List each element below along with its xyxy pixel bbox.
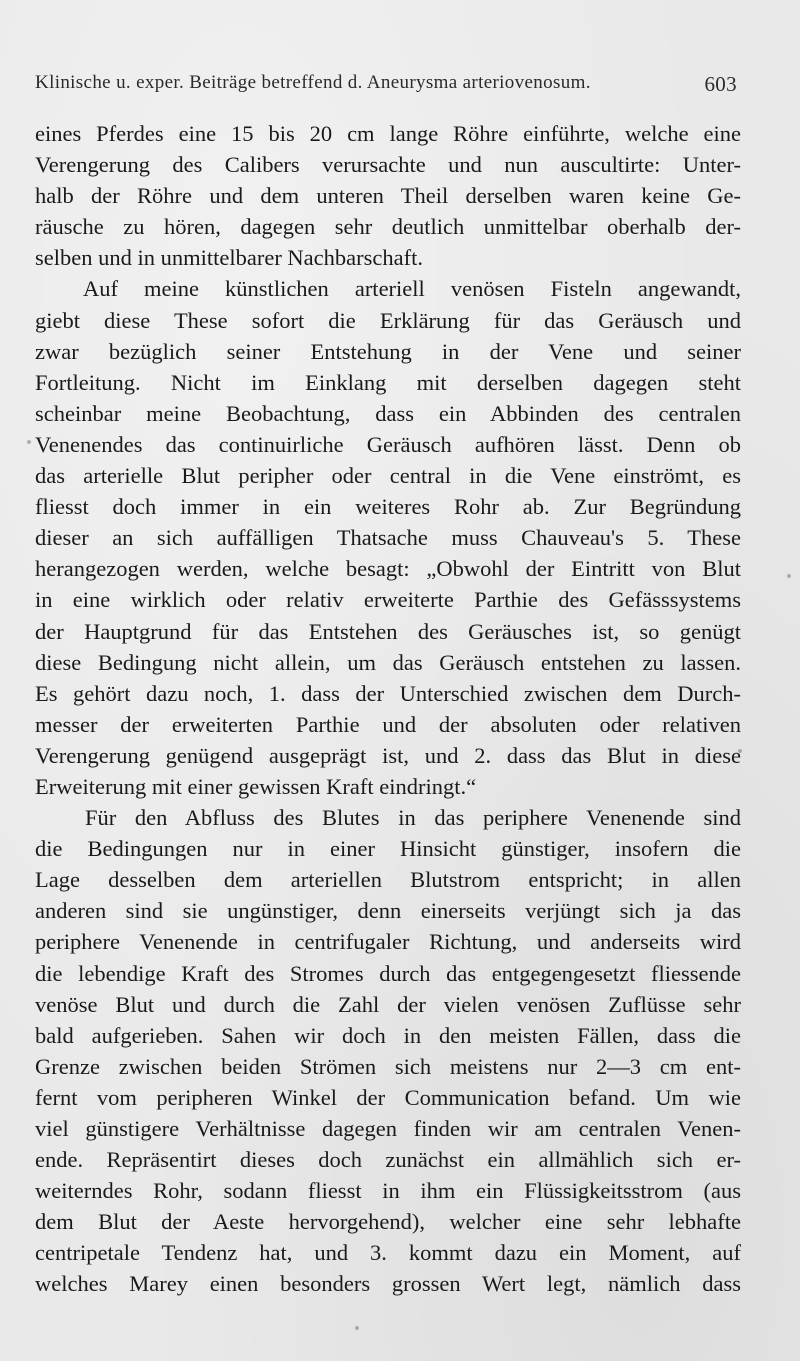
text-line: Lage desselben dem arteriellen Blutstrom entspricht; in allen [35,867,741,893]
text-line: Es gehört dazu noch, 1. dass der Unterschied zwischen dem Durch- [35,680,741,706]
text-line: in eine wirklich oder relativ erweiterte Parthie des Gefässsystems [35,587,741,613]
text-line: bald aufgerieben. Sahen wir doch in den meisten Fällen, dass die [35,1022,741,1048]
text-line: fliesst doch immer in ein weiteres Rohr ab. Zur Begründung [35,494,741,520]
running-title: Klinische u. exper. Beiträge betreffend d. Aneurysma arteriovenosum. [35,72,591,93]
text-line: scheinbar meine Beobachtung, dass ein Abbinden des centralen [35,400,741,426]
text-line: Verengerung des Calibers verursachte und nun auscultirte: Unter- [35,152,741,178]
text-line: selben und in unmittelbarer Nachbarschaft. [35,245,423,271]
text-line: zwar bezüglich seiner Entstehung in der Vene und seiner [35,338,741,364]
scan-speck [355,1326,359,1330]
text-line: ende. Repräsentirt dieses doch zunächst ein allmählich sich er- [35,1147,741,1173]
text-line: halb der Röhre und dem unteren Theil derselben waren keine Ge- [35,183,741,209]
text-line: die Bedingungen nur in einer Hinsicht günstiger, insofern die [35,836,741,862]
text-line: giebt diese These sofort die Erklärung für das Geräusch und [35,307,741,333]
text-line: Erweiterung mit einer gewissen Kraft eindringt.“ [35,773,477,799]
scan-speck [738,749,742,753]
text-line: Für den Abfluss des Blutes in das periphere Venenende sind [85,805,741,831]
page-header [35,72,737,102]
scan-speck [27,440,31,444]
text-line: Grenze zwischen beiden Strömen sich meistens nur 2—3 cm ent- [35,1053,741,1079]
text-line: dieser an sich auffälligen Thatsache muss Chauveau's 5. These [35,525,741,551]
text-line: dem Blut der Aeste hervorgehend), welcher eine sehr lebhafte [35,1209,741,1235]
text-line: der Hauptgrund für das Entstehen des Geräusches ist, so genügt [35,618,741,644]
text-line: venöse Blut und durch die Zahl der vielen venösen Zuflüsse sehr [35,991,741,1017]
text-line: eines Pferdes eine 15 bis 20 cm lange Röhre einführte, welche eine [35,121,741,146]
text-line: periphere Venenende in centrifugaler Richtung, und anderseits wird [35,929,741,955]
text-line: messer der erweiterten Parthie und der absoluten oder relativen [35,711,741,737]
text-line: Venenendes das continuirliche Geräusch aufhören lässt. Denn ob [35,431,741,457]
text-line: fernt vom peripheren Winkel der Communication befand. Um wie [35,1084,741,1110]
text-line: viel günstigere Verhältnisse dagegen finden wir am centralen Venen- [35,1116,741,1141]
text-line: das arterielle Blut peripher oder central in die Vene einströmt, es [35,463,741,489]
scan-speck [787,574,791,578]
text-line: centripetale Tendenz hat, und 3. kommt dazu ein Moment, auf [35,1240,741,1266]
body-text [35,118,741,1300]
text-line: Fortleitung. Nicht im Einklang mit derselben dagegen steht [35,369,741,395]
text-line: Auf meine künstlichen arteriell venösen Fisteln angewandt, [83,276,741,302]
text-line: diese Bedingung nicht allein, um das Geräusch entstehen zu lassen. [35,649,741,675]
text-line: herangezogen werden, welche besagt: „Obwohl der Eintritt von Blut [35,556,741,582]
text-line: weiterndes Rohr, sodann fliesst in ihm ein Flüssigkeitsstrom (aus [35,1178,741,1204]
text-line: die lebendige Kraft des Stromes durch das entgegengesetzt fliessende [35,960,741,986]
text-line: Verengerung genügend ausgeprägt ist, und 2. dass das Blut in diese [35,742,741,768]
page-number: 603 [704,72,737,96]
text-line: anderen sind sie ungünstiger, denn einerseits verjüngt sich ja das [35,898,741,924]
text-line: welches Marey einen besonders grossen Wert legt, nämlich dass [35,1271,741,1297]
text-line: räusche zu hören, dagegen sehr deutlich unmittelbar oberhalb der- [35,214,741,240]
